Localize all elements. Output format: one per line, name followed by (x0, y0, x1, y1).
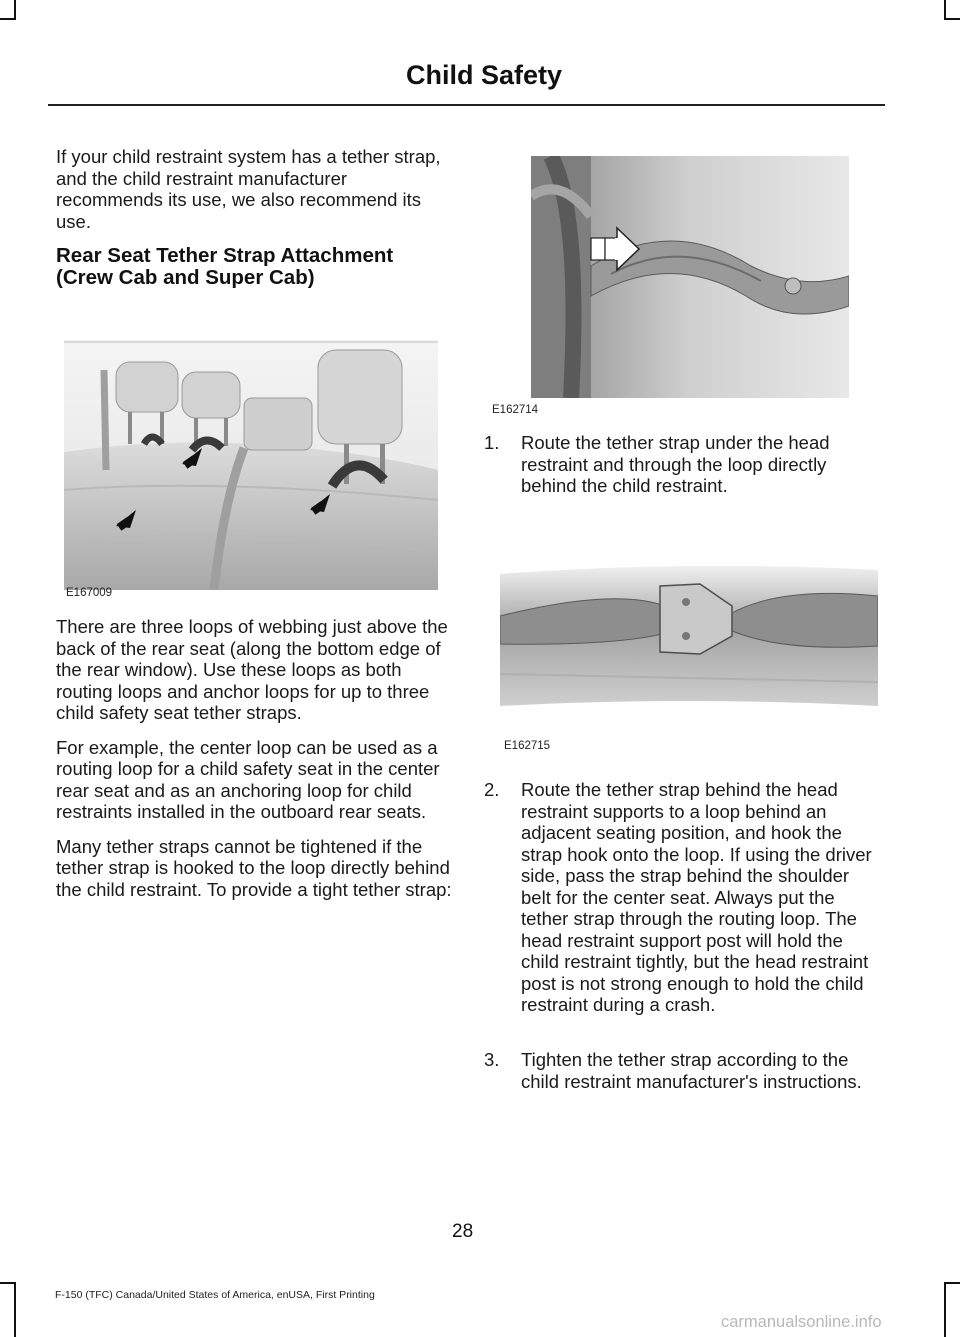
crop-mark (0, 1282, 16, 1284)
strap-routing-svg (531, 156, 849, 398)
publication-info: F-150 (TFC) Canada/United States of America, enUSA, First Printing (55, 1289, 375, 1301)
step-number: 1. (484, 432, 500, 453)
crop-mark (944, 18, 960, 20)
header-rule (48, 104, 885, 106)
strap-hook-svg (500, 556, 878, 710)
watermark: carmanualsonline.info (721, 1313, 882, 1331)
crop-mark (944, 1282, 960, 1284)
figure-label: E162715 (504, 740, 551, 752)
strap-hook-illustration (500, 556, 878, 710)
crop-mark (14, 0, 16, 20)
crop-mark (944, 0, 946, 20)
left-column-lower (56, 616, 452, 913)
loops-paragraph: There are three loops of webbing just above the back of the rear seat (along the bottom edge of the rear window). Use these loops as both routing loops and anchor loops for up to three child safety seat tether straps. (56, 616, 448, 723)
rear-seat-loops-illustration (64, 340, 438, 590)
crop-mark (0, 18, 16, 20)
step-number: 3. (484, 1049, 500, 1070)
intro-paragraph: If your child restraint system has a tether strap, and the child restraint manufacturer recommends its use, we also recommend its use. (56, 146, 441, 232)
step-2 (484, 779, 884, 1039)
example-paragraph: For example, the center loop can be used as a routing loop for a child safety seat in the center rear seat and as an anchoring loop for child restraints installed in the outboard rear seats. (56, 736, 440, 822)
section-heading: Rear Seat Tether Strap Attachment (Crew Cab and Super Cab) (56, 244, 394, 289)
strap-routing-illustration (531, 156, 849, 398)
tether-paragraph: Many tether straps cannot be tightened if the tether strap is hooked to the loop directly behind the child restraint. To provide a tight tether strap: (56, 835, 452, 900)
step-3 (484, 1049, 884, 1119)
page-title: Child Safety (405, 60, 562, 90)
step-text: Route the tether strap behind the head restraint supports to a loop behind an adjacent seating position, and hook the strap hook onto the loop. If using the driver side, pass the strap behind the shoulder belt for the center seat. Always put the tether strap through the routing loop. The head restraint support post will hold the child restraint tightly, but the head restraint post is not strong enough to hold the child restraint during a crash. (521, 779, 872, 1015)
crop-mark (944, 1282, 946, 1337)
step-text: Tighten the tether strap according to the child restraint manufacturer's instructions. (521, 1049, 862, 1092)
figure-label: E167009 (66, 587, 113, 599)
left-column (56, 146, 452, 289)
step-text: Route the tether strap under the head restraint and through the loop directly behind the child restraint. (521, 432, 830, 496)
step-number: 2. (484, 779, 500, 800)
page-number: 28 (452, 1221, 474, 1242)
figure-label: E162714 (492, 404, 539, 416)
rear-seat-svg (64, 340, 438, 590)
crop-mark (14, 1282, 16, 1337)
step-1 (484, 432, 884, 502)
